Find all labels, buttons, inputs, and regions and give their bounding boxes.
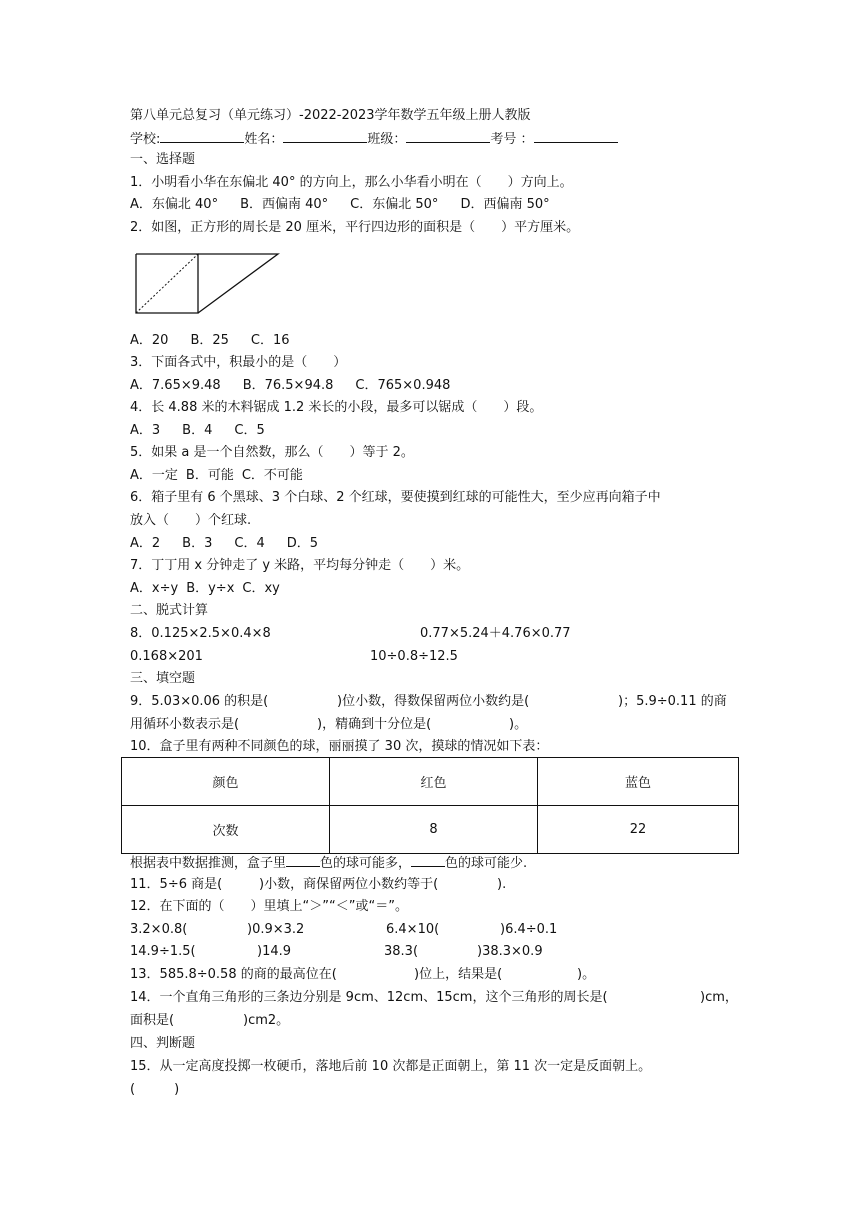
compare-3-right: )14.9 <box>257 944 292 959</box>
option-a[interactable]: A．20 <box>130 333 169 348</box>
question-6-options <box>130 534 340 554</box>
question-5-options <box>130 466 325 486</box>
compare-4-right: )38.3×0.9 <box>477 944 543 959</box>
option-c[interactable]: C．4 <box>234 536 265 551</box>
section-title: 三、填空题 <box>130 671 196 686</box>
option-a[interactable]: A．一定 <box>130 468 178 483</box>
compare-3-left: 14.9÷1.5( <box>130 944 196 959</box>
question-2-options <box>130 331 312 351</box>
question-14-part4: )cm2。 <box>243 1013 290 1028</box>
question-4: 4．长 4.88 米的木料锯成 1.2 米长的小段，最多可以锯成（ ）段。 <box>130 400 543 415</box>
question-9-part6: )。 <box>509 717 528 732</box>
school-label: 学校: <box>130 132 161 147</box>
question-9-part4: 用循环小数表示是( <box>130 717 240 732</box>
section-title: 四、判断题 <box>130 1036 196 1051</box>
followup-text: 色的球可能少. <box>445 856 528 871</box>
question-10-followup <box>130 852 527 874</box>
school-blank[interactable] <box>160 128 244 143</box>
question-15-answer[interactable]: ( ) <box>130 1082 180 1097</box>
question-3-options <box>130 376 472 396</box>
calc-8a: 8．0.125×2.5×0.4×8 <box>130 626 271 641</box>
question-9-part3: )；5.9÷0.11 的商 <box>618 694 727 709</box>
option-a[interactable]: A．7.65×9.48 <box>130 378 221 393</box>
section-title: 二、脱式计算 <box>130 603 209 618</box>
option-b[interactable]: B．西偏南 40° <box>240 197 329 212</box>
question-1-options <box>130 195 572 215</box>
question-3: 3．下面各式中，积最小的是（ ） <box>130 355 347 370</box>
name-label: 姓名： <box>244 132 284 147</box>
option-a[interactable]: A．x÷y <box>130 581 179 596</box>
compare-2-left: 6.4×10( <box>386 922 440 937</box>
question-6-line2: 放入（ ）个红球. <box>130 513 252 528</box>
option-a[interactable]: A．2 <box>130 536 161 551</box>
class-blank[interactable] <box>406 128 490 143</box>
option-c[interactable]: C．765×0.948 <box>355 378 451 393</box>
option-b[interactable]: B．4 <box>182 423 213 438</box>
class-label: 班级： <box>367 132 407 147</box>
table-row-label: 次数 <box>122 806 330 854</box>
question-6-line1: 6．箱子里有 6 个黑球、3 个白球、2 个红球，要使摸到红球的可能性大，至少应再向箱子中 <box>130 490 661 505</box>
option-c[interactable]: C．5 <box>234 423 265 438</box>
calc-8b: 0.77×5.24＋4.76×0.77 <box>420 626 571 641</box>
question-1: 1．小明看小华在东偏北 40° 的方向上，那么小华看小明在（ ）方向上。 <box>130 175 573 190</box>
followup-text: 色的球可能多， <box>320 856 412 871</box>
exam-blank[interactable] <box>534 128 618 143</box>
compare-4-left: 38.3( <box>384 944 419 959</box>
option-a[interactable]: A．3 <box>130 423 161 438</box>
table-header-cell: 颜色 <box>122 758 330 806</box>
calc-8d: 10÷0.8÷12.5 <box>370 649 458 664</box>
parallelogram-edge <box>198 254 278 313</box>
student-info-line <box>130 128 618 150</box>
section-title: 一、选择题 <box>130 152 196 167</box>
question-13-part1: 13．585.8÷0.58 的商的最高位在( <box>130 967 337 982</box>
question-14-part1: 14．一个直角三角形的三条边分别是 9cm、12cm、15cm，这个三角形的周长是( <box>130 990 608 1005</box>
compare-1-right: )0.9×3.2 <box>247 922 305 937</box>
question-11-part2: )小数，商保留两位小数约等于( <box>259 877 439 892</box>
option-b[interactable]: B．25 <box>190 333 229 348</box>
answer-blank[interactable] <box>411 852 445 867</box>
question-12: 12．在下面的（ ）里填上“＞”“＜”或“＝”。 <box>130 899 408 914</box>
option-b[interactable]: B．3 <box>182 536 213 551</box>
question-7: 7．丁丁用 x 分钟走了 y 米路，平均每分钟走（ ）米。 <box>130 558 470 573</box>
table-cell: 8 <box>330 806 538 854</box>
compare-1-left: 3.2×0.8( <box>130 922 188 937</box>
table-cell: 22 <box>538 806 739 854</box>
question-11-part3: ). <box>497 877 507 892</box>
option-b[interactable]: B．76.5×94.8 <box>242 378 334 393</box>
dashed-edge <box>136 254 198 313</box>
option-c[interactable]: C．不可能 <box>241 468 303 483</box>
option-d[interactable]: D．5 <box>286 536 319 551</box>
question-11-part1: 11．5÷6 商是( <box>130 877 223 892</box>
exam-label: 考号 ： <box>490 132 534 147</box>
question-10: 10．盒子里有两种不同颜色的球，丽丽摸了 30 次，摸球的情况如下表： <box>130 739 549 754</box>
followup-text: 根据表中数据推测，盒子里 <box>130 856 287 871</box>
option-b[interactable]: B．y÷x <box>186 581 235 596</box>
option-b[interactable]: B．可能 <box>185 468 234 483</box>
table-header-cell: 红色 <box>330 758 538 806</box>
question-13-part3: )。 <box>577 967 596 982</box>
question-9-part5: )，精确到十分位是( <box>317 717 432 732</box>
name-blank[interactable] <box>283 128 367 143</box>
option-d[interactable]: D．西偏南 50° <box>460 197 550 212</box>
ball-count-table <box>121 757 739 854</box>
table-row <box>122 758 739 806</box>
answer-blank[interactable] <box>286 852 320 867</box>
worksheet-title: 第八单元总复习（单元练习）-2022-2023学年数学五年级上册人教版 <box>130 108 531 123</box>
table-header-cell: 蓝色 <box>538 758 739 806</box>
question-15: 15．从一定高度投掷一枚硬币，落地后前 10 次都是正面朝上，第 11 次一定是反面朝上。 <box>130 1059 652 1074</box>
question-14-part2: )cm， <box>700 990 738 1005</box>
question-14-part3: 面积是( <box>130 1013 175 1028</box>
question-13-part2: )位上，结果是( <box>414 967 503 982</box>
question-5: 5．如果 a 是一个自然数，那么（ ）等于 2。 <box>130 445 414 460</box>
compare-2-right: )6.4÷0.1 <box>500 922 558 937</box>
option-c[interactable]: C．xy <box>242 581 280 596</box>
option-a[interactable]: A．东偏北 40° <box>130 197 219 212</box>
calc-8c: 0.168×201 <box>130 649 203 664</box>
option-c[interactable]: C．16 <box>250 333 290 348</box>
option-c[interactable]: C．东偏北 50° <box>350 197 439 212</box>
square-parallelogram-figure <box>128 249 284 317</box>
question-9-part1: 9．5.03×0.06 的积是( <box>130 694 269 709</box>
question-2: 2．如图，正方形的周长是 20 厘米，平行四边形的面积是（ ）平方厘米。 <box>130 220 580 235</box>
question-4-options <box>130 421 287 441</box>
question-9-part2: )位小数，得数保留两位小数约是( <box>337 694 530 709</box>
question-7-options <box>130 579 302 599</box>
table-row <box>122 806 739 854</box>
